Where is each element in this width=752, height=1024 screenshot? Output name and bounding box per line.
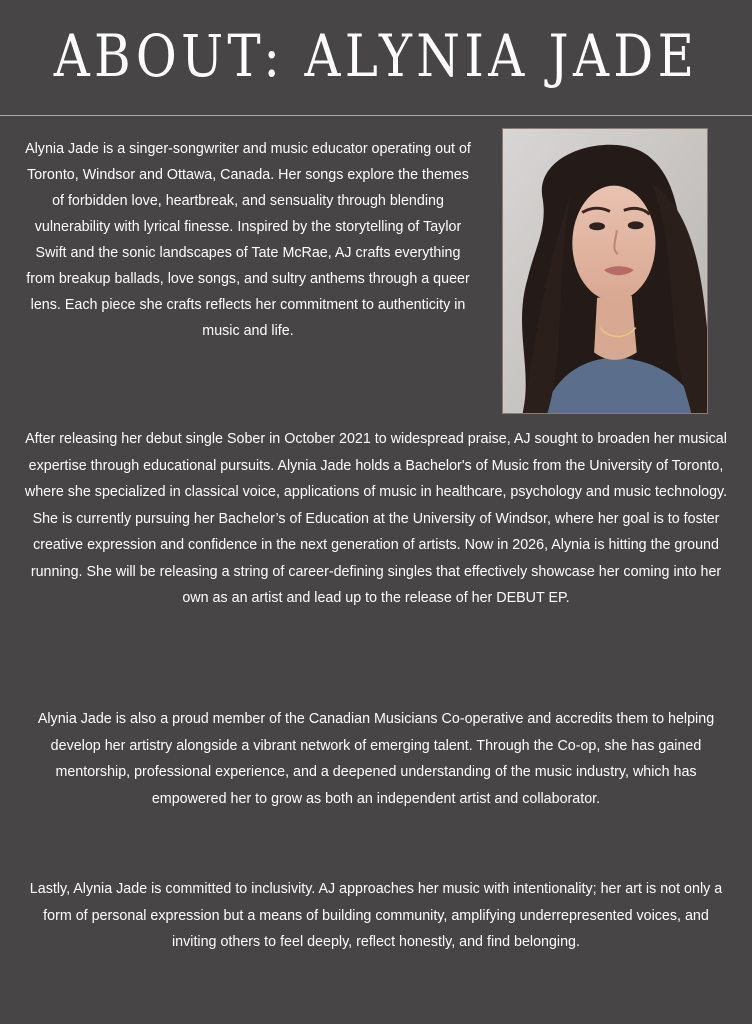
page-title: ABOUT: ALYNIA JADE: [53, 22, 699, 90]
title-divider: [0, 115, 752, 116]
artist-portrait: [502, 128, 708, 414]
bio-paragraph-education: After releasing her debut single Sober in October 2021 to widespread praise, AJ sought to broaden her musical expertise through educational pursuits. Alynia Jade holds a Bachelor's of Music from the University of Toronto, where she specialized in classical voice, applications of music in healthcare, psychology and music technology. She is currently pursuing her Bachelor’s of Education at the University of Windsor, where her goal is to foster creative expression and confidence in the next generation of artists. Now in 2026, Alynia is hitting the ground running. She will be releasing a string of career-defining singles that effectively showcase her coming into her own as an artist and lead up to the release of her DEBUT EP.: [24, 431, 728, 606]
bio-paragraph-coop: Alynia Jade is also a proud member of the Canadian Musicians Co-operative and accredits them to helping develop her artistry alongside a vibrant network of emerging talent. Through the Co-op, she has gained mentorship, professional experience, and a deepened understanding of the music industry, which has empowered her to grow as both an independent artist and collaborator.: [37, 711, 715, 807]
bio-paragraph-inclusivity: Lastly, Alynia Jade is committed to inclusivity. AJ approaches her music with intentionality; her art is not only a form of personal expression but a means of building community, amplifying underrepresented voices, and inviting others to feel deeply, reflect honestly, and find belonging.: [29, 881, 723, 950]
portrait-illustration: [503, 129, 707, 413]
bio-intro-paragraph: Alynia Jade is a singer-songwriter and music educator operating out of Toronto, Windsor and Ottawa, Canada. Her songs explore the themes of forbidden love, heartbreak, and sensuality through blending vulnerability with lyrical finesse. Inspired by the storytelling of Taylor Swift and the sonic landscapes of Tate McRae, AJ crafts everything from breakup ballads, love songs, and sultry anthems through a queer lens. Each piece she crafts reflects her commitment to authenticity in music and life.: [25, 141, 471, 339]
